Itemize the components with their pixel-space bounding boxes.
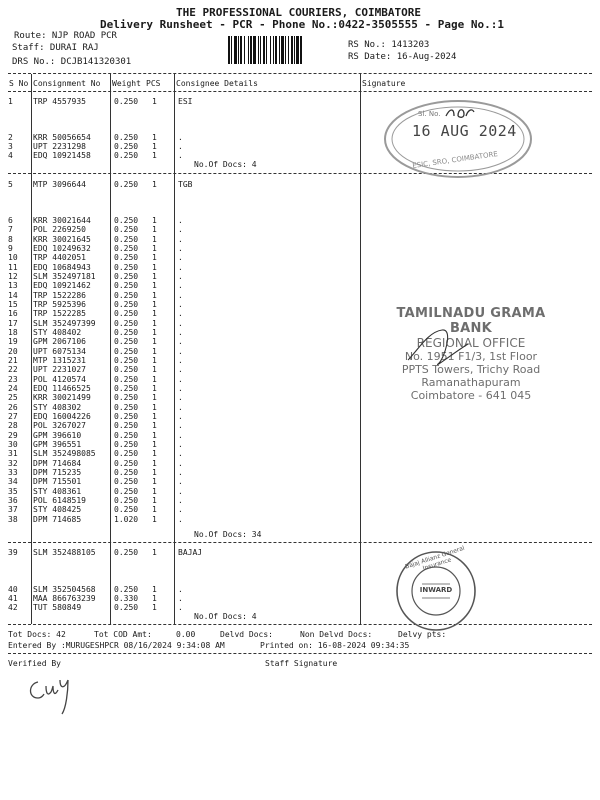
stamp-serial: Sl. No. bbox=[418, 110, 441, 118]
tgb-address-line: Ramanathapuram bbox=[421, 376, 521, 389]
header-rule-top bbox=[8, 73, 592, 74]
printed-on: Printed on: 16-08-2024 09:34:35 bbox=[260, 641, 410, 650]
drs-number bbox=[12, 57, 131, 67]
col-details: Consignee Details bbox=[176, 79, 258, 88]
verified-by-label: Verified By bbox=[8, 659, 61, 668]
total-docs: Tot Docs: 42 bbox=[8, 630, 66, 639]
route-label: Route: NJP ROAD PCR bbox=[14, 31, 117, 41]
col-sno: S No bbox=[9, 79, 29, 88]
staff-signature-label: Staff Signature bbox=[265, 659, 338, 668]
tgb-address-line: No. 1951 F1/3, 1st Floor bbox=[404, 350, 538, 363]
barcode bbox=[228, 36, 342, 64]
non-delivered-docs: Non Delvd Docs: bbox=[300, 630, 373, 639]
bajaj-center-text: INWARD bbox=[419, 586, 453, 594]
consignee-name: ESI bbox=[178, 97, 193, 106]
consignee-name: TGB bbox=[178, 180, 193, 189]
delivery-points: Delvy pts: bbox=[398, 630, 447, 639]
rs-date: RS Date: 16-Aug-2024 bbox=[348, 52, 457, 62]
company-title: THE PROFESSIONAL COURIERS, COIMBATORE bbox=[176, 6, 422, 19]
drs-value: DCJB141320301 bbox=[60, 57, 132, 67]
col-signature: Signature bbox=[362, 79, 406, 88]
col-pcs: PCS bbox=[146, 79, 161, 88]
table-bottom-rule bbox=[8, 624, 592, 625]
rs-number: RS No.: 1413203 bbox=[348, 40, 430, 50]
stamp-date: 16 AUG 2024 bbox=[412, 122, 517, 140]
entered-by: Entered By :MURUGESHPCR 08/16/2024 9:34:08 AM bbox=[8, 641, 225, 650]
footer-rule bbox=[8, 653, 592, 654]
staff-label: Staff: DURAI RAJ bbox=[12, 43, 99, 53]
tgb-office: REGIONAL OFFICE bbox=[416, 336, 526, 350]
total-cod-value: 0.00 bbox=[176, 630, 196, 639]
delivered-docs: Delvd Docs: bbox=[220, 630, 273, 639]
column-headers bbox=[8, 79, 592, 88]
tgb-address-line: Coimbatore - 641 045 bbox=[410, 389, 532, 402]
bajaj-ring-text: Bajaj Allianz General Insurance bbox=[404, 544, 466, 573]
header-rule-bottom bbox=[8, 91, 592, 92]
bajaj-inward-stamp bbox=[395, 544, 477, 632]
group-rule bbox=[8, 542, 592, 543]
tgb-address-line: PPTS Towers, Trichy Road bbox=[401, 363, 541, 376]
tgb-signature-scribble bbox=[398, 320, 488, 376]
col-consignment: Consignment No bbox=[33, 79, 101, 88]
stamp-ring-text: ESIC, SRO, COIMBATORE bbox=[411, 150, 499, 170]
consignee-name: BAJAJ bbox=[178, 548, 203, 557]
handwritten-initials bbox=[24, 674, 84, 720]
stamp-handwritten-number bbox=[442, 104, 484, 124]
col-weight: Weight bbox=[112, 79, 141, 88]
tgb-name: TAMILNADU GRAMA BANK bbox=[396, 306, 546, 336]
total-cod-label: Tot COD Amt: bbox=[94, 630, 152, 639]
drs-label: DRS No.: bbox=[12, 57, 56, 67]
runsheet-title: Delivery Runsheet - PCR - Phone No.:0422-3505555 - Page No.:1 bbox=[100, 18, 504, 31]
